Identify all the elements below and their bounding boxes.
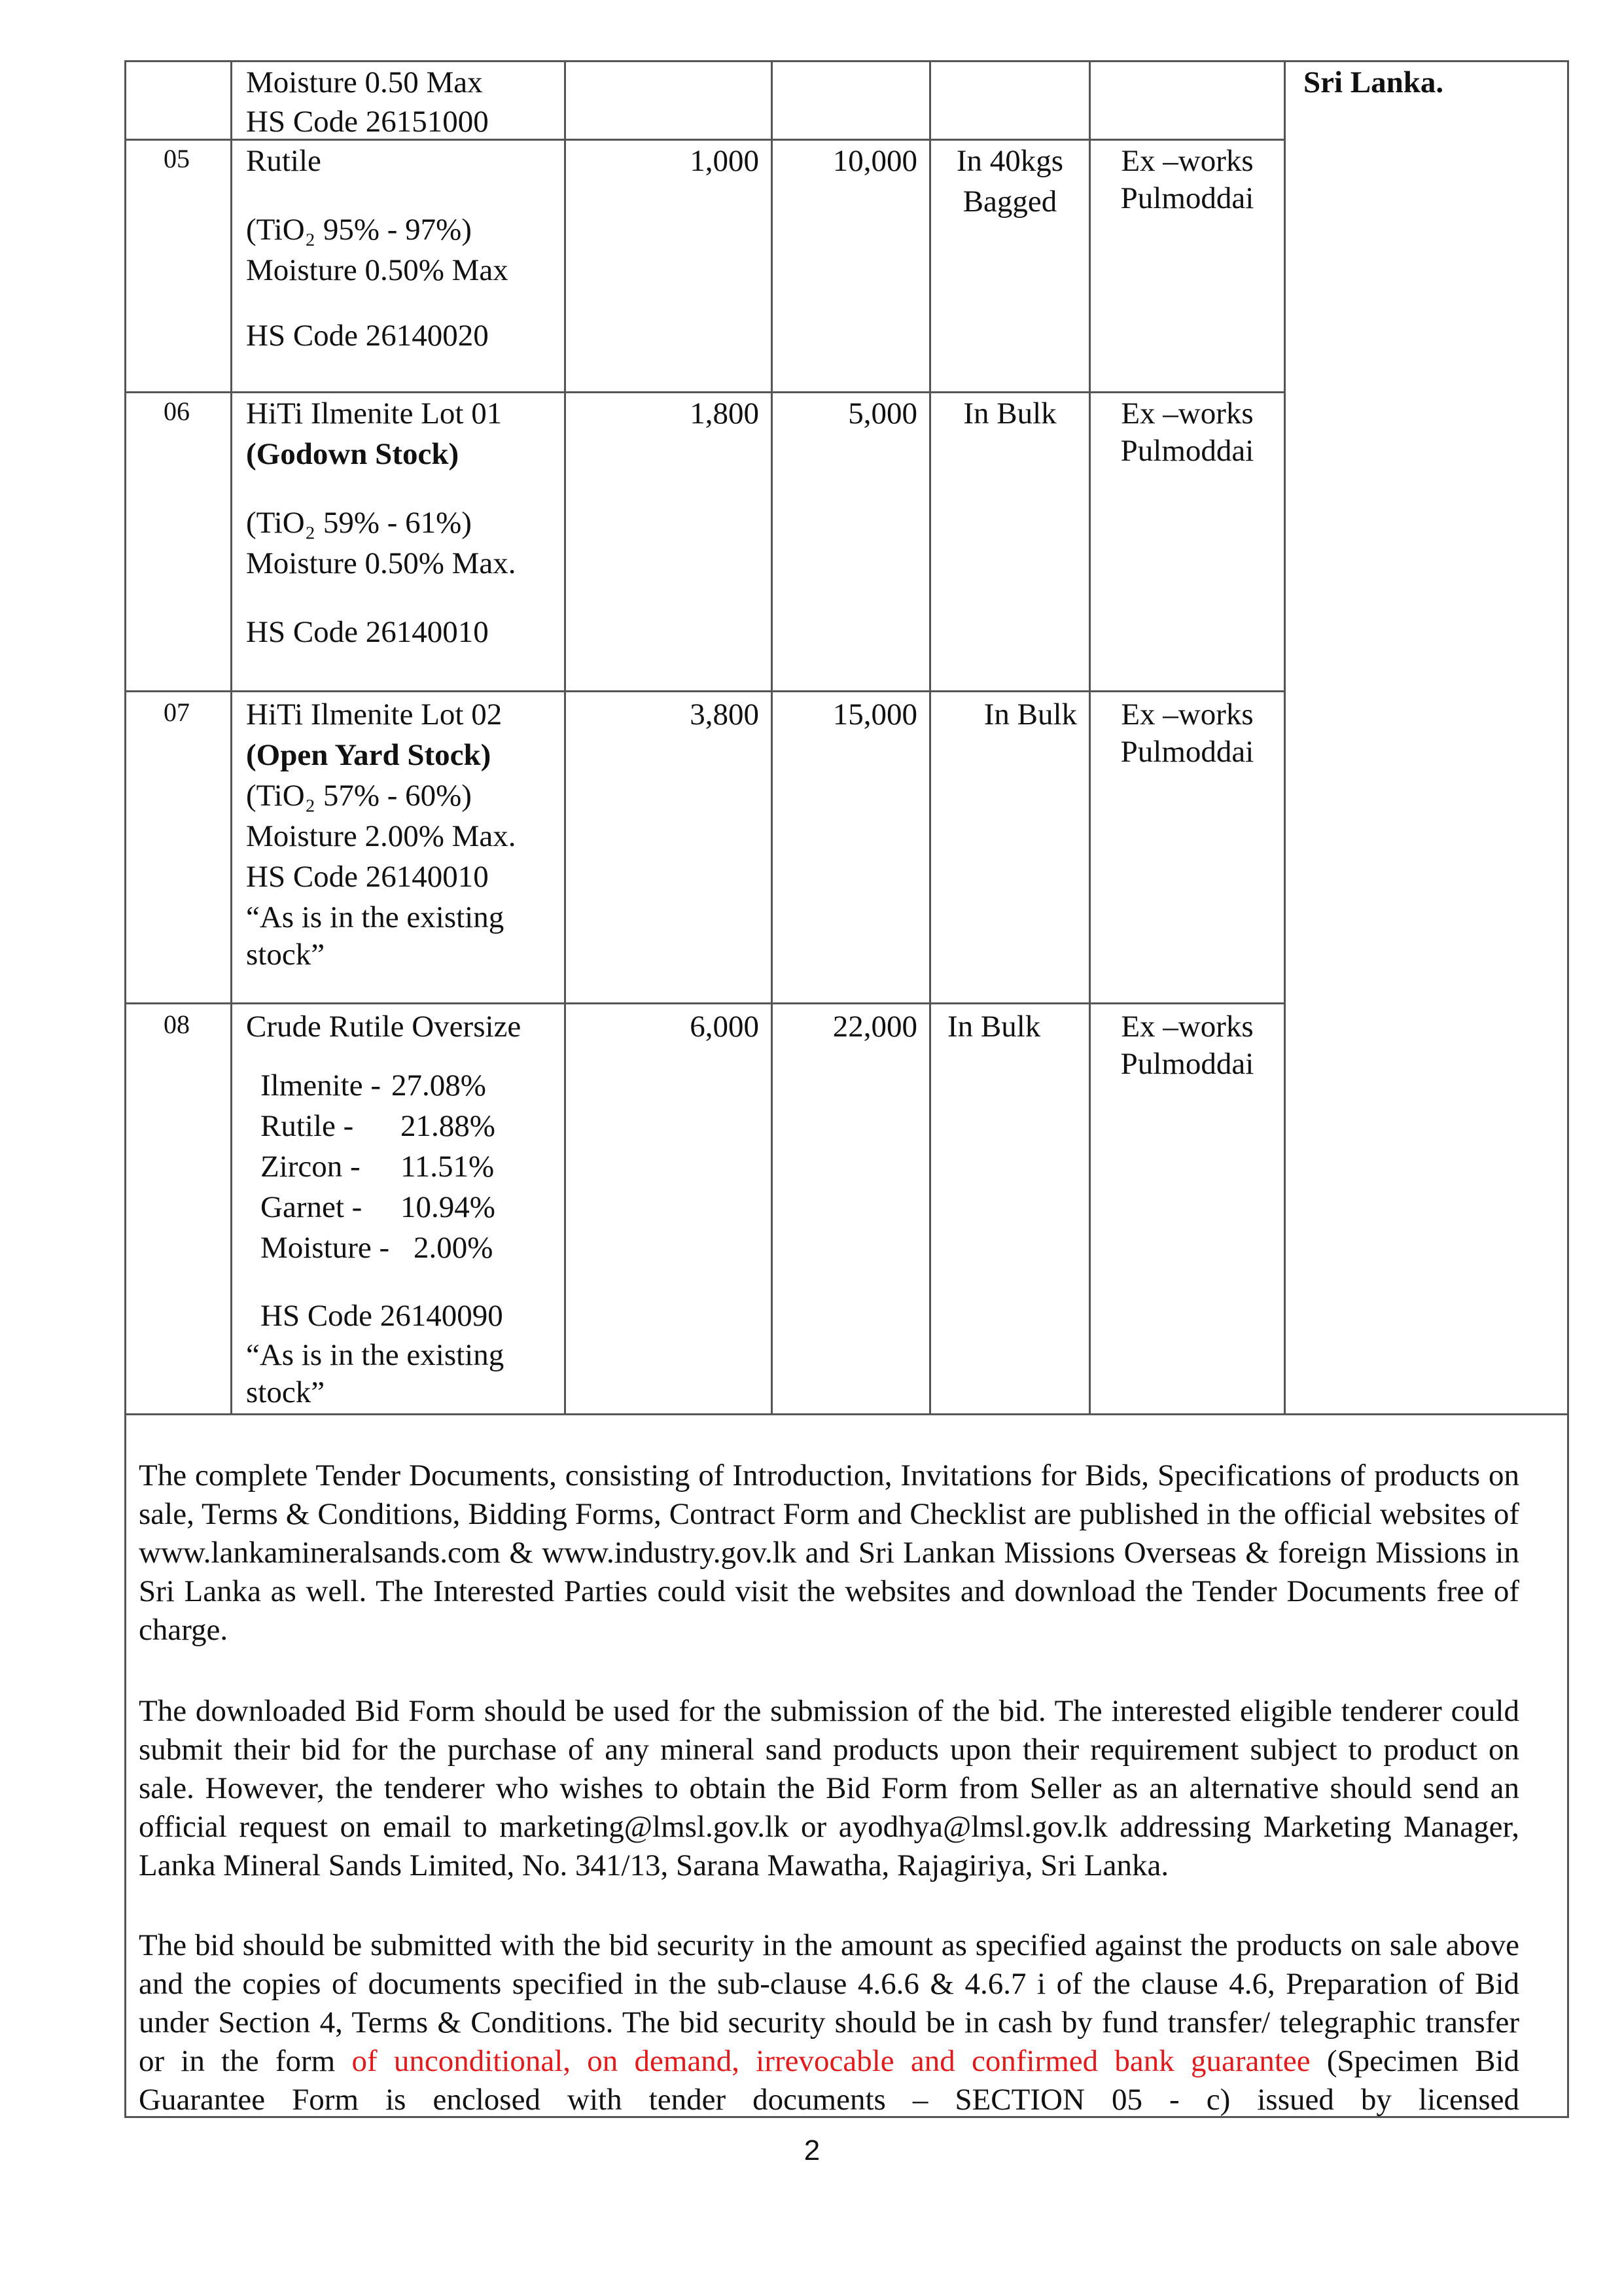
table-bottom-divider bbox=[124, 1413, 1569, 1415]
row-05-spec: (TiO₂ 95% - 97%) bbox=[246, 213, 472, 247]
row-08-hs-code: HS Code 26140090 bbox=[260, 1299, 503, 1333]
row-06-packing: In Bulk bbox=[963, 397, 1057, 431]
row-06-number: 06 bbox=[164, 397, 190, 426]
row-08-quantity: 6,000 bbox=[690, 1010, 759, 1044]
row-06-quantity: 1,800 bbox=[690, 397, 759, 431]
row-05-name: Rutile bbox=[246, 144, 321, 178]
col-divider-security bbox=[929, 60, 931, 1415]
row-08-comp-label-1: Ilmenite - bbox=[260, 1069, 381, 1103]
row-06-spec: (TiO₂ 59% - 61%) bbox=[246, 506, 472, 540]
row-06-security: 5,000 bbox=[848, 397, 917, 431]
row-07-name: HiTi Ilmenite Lot 02 bbox=[246, 698, 503, 732]
right-note: Sri Lanka. bbox=[1303, 65, 1444, 99]
row-07-delivery-1: Ex –works bbox=[1121, 698, 1254, 732]
col-divider-no bbox=[230, 60, 232, 1415]
row-07-number: 07 bbox=[164, 698, 190, 727]
row-08-comp-label-2: Rutile - bbox=[260, 1109, 354, 1143]
row-05-packing-2: Bagged bbox=[962, 185, 1057, 219]
row-05-quantity: 1,000 bbox=[690, 144, 759, 178]
row-06-delivery-2: Pulmoddai bbox=[1120, 434, 1254, 468]
page-number: 2 bbox=[803, 2134, 821, 2166]
row-divider-08 bbox=[124, 1002, 1286, 1004]
bank-guarantee-highlight: of unconditional, on demand, irrevocable and confirmed bank guarantee bbox=[351, 2044, 1311, 2078]
header-desc-line-1: Moisture 0.50 Max bbox=[246, 65, 483, 99]
row-08-comp-label-3: Zircon - bbox=[260, 1150, 361, 1184]
row-08-security: 22,000 bbox=[832, 1010, 917, 1044]
row-08-comp-value-1: 27.08% bbox=[391, 1069, 486, 1103]
row-05-delivery-1: Ex –works bbox=[1121, 144, 1254, 178]
row-07-moisture: Moisture 2.00% Max. bbox=[246, 819, 516, 853]
row-07-note-2: stock” bbox=[246, 938, 325, 972]
header-desc-line-2: HS Code 26151000 bbox=[246, 105, 489, 139]
paragraph-tender-documents: The complete Tender Documents, consisting of Introduction, Invitations for Bids, Specifications of products on sale, Terms & Conditions, Bidding Forms, Contract Form and Checklist are published in the official websites of www.lankamineralsands.com & www.industry.gov.lk and Sri Lankan Missions Overseas & foreign Missions in Sri Lanka as well. The Interested Parties could visit the websites and download the Tender Documents free of charge. bbox=[139, 1458, 1519, 1647]
row-08-comp-label-5: Moisture - bbox=[260, 1231, 390, 1265]
col-divider-desc bbox=[564, 60, 566, 1415]
row-08-packing: In Bulk bbox=[947, 1010, 1041, 1044]
row-05-hs-code: HS Code 26140020 bbox=[246, 319, 489, 353]
row-07-note-1: “As is in the existing bbox=[246, 900, 504, 934]
row-08-comp-value-2: 21.88% bbox=[400, 1109, 495, 1143]
row-07-quantity: 3,800 bbox=[690, 698, 759, 732]
row-05-delivery-2: Pulmoddai bbox=[1120, 181, 1254, 215]
row-05-packing-1: In 40kgs bbox=[956, 144, 1064, 178]
row-06-moisture: Moisture 0.50% Max. bbox=[246, 546, 516, 580]
row-08-name: Crude Rutile Oversize bbox=[246, 1010, 521, 1044]
row-05-security: 10,000 bbox=[832, 144, 917, 178]
row-07-stock: (Open Yard Stock) bbox=[246, 738, 491, 772]
paragraph-bid-security bbox=[139, 1926, 1519, 2119]
row-07-security: 15,000 bbox=[832, 698, 917, 732]
row-07-hs-code: HS Code 26140010 bbox=[246, 860, 489, 894]
row-08-comp-value-3: 11.51% bbox=[400, 1150, 495, 1184]
row-07-packing: In Bulk bbox=[983, 698, 1077, 732]
row-05-number: 05 bbox=[164, 144, 190, 173]
row-06-name: HiTi Ilmenite Lot 01 bbox=[246, 397, 503, 431]
bid-security-text-end: (Specimen Bid Guarantee Form is enclosed with tender documents – SECTION 05 - c) issued by licensed bbox=[139, 2044, 1519, 2117]
row-08-note-1: “As is in the existing bbox=[246, 1338, 504, 1372]
row-05-moisture: Moisture 0.50% Max bbox=[246, 253, 508, 287]
bid-security-text-start: The bid should be submitted with the bid security in the amount as specified against the products on sale above and the copies of documents specified in the sub-clause 4.6.6 & 4.6.7 i of the clause 4.6, Preparation of Bid under Section 4, Terms & Conditions. The bid security should be in cash by fund transfer/ telegraphic transfer or in the form bbox=[139, 1928, 1519, 2078]
row-08-comp-value-5: 2.00% bbox=[414, 1231, 493, 1265]
row-06-delivery-1: Ex –works bbox=[1121, 397, 1254, 431]
row-06-stock: (Godown Stock) bbox=[246, 437, 459, 471]
row-07-delivery-2: Pulmoddai bbox=[1120, 735, 1254, 769]
row-08-delivery-2: Pulmoddai bbox=[1120, 1047, 1254, 1081]
paragraph-bid-form: The downloaded Bid Form should be used for the submission of the bid. The interested eligible tenderer could submit their bid for the purchase of any mineral sand products upon their requirement subject to product on sale. However, the tenderer who wishes to obtain the Bid Form from Seller as an alternative should send an official request on email to marketing@lmsl.gov.lk or ayodhya@lmsl.gov.lk addressing Marketing Manager, Lanka Mineral Sands Limited, No. 341/13, Sarana Mawatha, Rajagiriya, Sri Lanka. bbox=[139, 1694, 1519, 1882]
col-divider-qty bbox=[771, 60, 773, 1415]
row-08-number: 08 bbox=[164, 1010, 190, 1039]
row-07-spec: (TiO₂ 57% - 60%) bbox=[246, 779, 472, 813]
row-08-note-2: stock” bbox=[246, 1375, 325, 1409]
row-divider-07 bbox=[124, 690, 1286, 692]
col-divider-delivery bbox=[1284, 60, 1286, 1415]
row-08-comp-value-4: 10.94% bbox=[400, 1190, 495, 1224]
row-06-hs-code: HS Code 26140010 bbox=[246, 615, 489, 649]
row-08-comp-label-4: Garnet - bbox=[260, 1190, 362, 1224]
row-08-delivery-1: Ex –works bbox=[1121, 1010, 1254, 1044]
